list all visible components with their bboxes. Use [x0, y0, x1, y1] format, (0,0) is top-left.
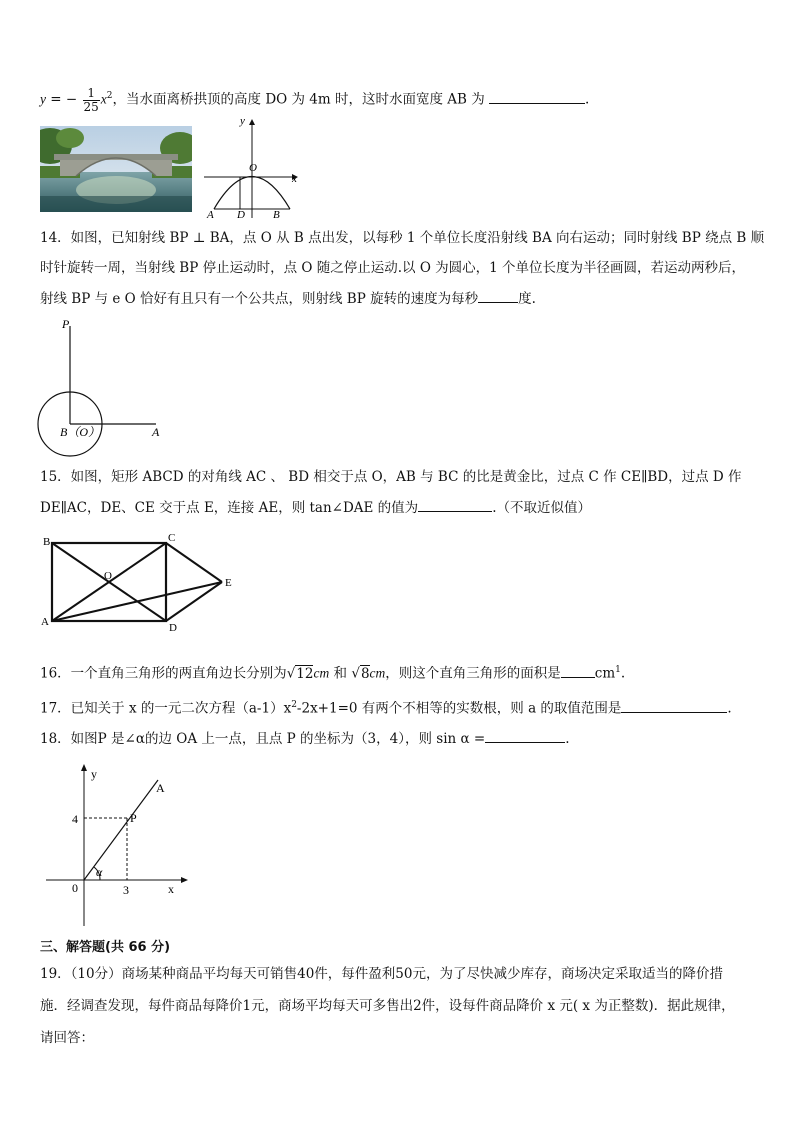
q13-label-a: A — [207, 209, 214, 220]
q17-text-b: -2x+1=0 有两个不相等的实数根，则 a 的取值范围是 — [296, 700, 622, 717]
q13-fraction — [83, 87, 100, 114]
q15-label-a: A — [41, 616, 49, 628]
q13-formula-eq: = − — [50, 91, 78, 108]
q18-end: . — [565, 731, 570, 747]
q15-segment-ce — [166, 543, 222, 582]
q17-text-a: 17．已知关于 x 的一元二次方程（a-1）x — [40, 700, 292, 717]
q13-end: . — [585, 91, 590, 108]
q13-line — [40, 86, 589, 114]
q13-parabola-figure — [202, 114, 306, 220]
q18-label-a: A — [156, 781, 165, 795]
q18-label-y: y — [91, 767, 97, 781]
section-heading: 三、解答题(共 66 分) — [40, 940, 171, 955]
q15-label-d: D — [169, 622, 177, 634]
q18-figure — [42, 760, 194, 930]
q15-label-c: C — [168, 534, 176, 544]
q13-formula-x: x — [100, 91, 107, 107]
q16-line: 16．一个直角三角形的两直角边长分别为√12cm 和 √8cm，则这个直角三角形的面积是 $cm^1$. — [40, 660, 625, 684]
q15-line-2-end: .（不取近似值） — [492, 500, 591, 516]
q19-line-3: 请回答： — [40, 1030, 94, 1046]
q18-line — [40, 728, 570, 749]
q15-label-o: O — [104, 570, 112, 582]
q13-label-o: O — [249, 162, 257, 174]
q13-text: ，当水面离桥拱顶的高度 DO 为 4m 时，这时水面宽度 AB 为 — [112, 91, 485, 108]
q14-line-1: 14．如图，已知射线 BP ⊥ BA，点 O 从 B 点出发，以每秒 1 个单位长度沿射线 BA 向右运动；同时射线 BP 绕点 B 顺 — [40, 230, 765, 246]
q13-fraction-denominator: 25 — [83, 99, 99, 114]
q18-x-axis-arrow — [181, 877, 188, 883]
q13-formula-exp: 2 — [106, 91, 113, 101]
q14-line-3-text: 射线 BP 与 e O 恰好有且只有一个公共点，则射线 BP 旋转的速度为每秒 — [40, 291, 479, 307]
q13-formula-y: y — [40, 91, 46, 107]
q15-segment-ae — [52, 582, 222, 621]
q16-unit-exp: 1 — [615, 665, 621, 675]
bridge-photo-image — [40, 126, 192, 212]
q16-unit-2: cm — [369, 665, 386, 681]
q16-text-b: ，则这个直角三角形的面积是 — [385, 665, 561, 682]
q18-label-p: P — [130, 811, 137, 825]
q15-answer-blank[interactable] — [418, 497, 492, 512]
q13-fraction-numerator: 1 — [83, 87, 100, 101]
q14-line-3-end: 度. — [518, 291, 536, 307]
q18-text-a: 18．如图P 是∠α的边 OA 上一点，且点 P 的坐标为（3，4），则 sin α = — [40, 731, 486, 747]
q19-line-1: 19．（10分）商场某种商品平均每天可销售40件，每件盈利50元，为了尽快减少库存，商场决定采取适当的降价措 — [40, 966, 723, 982]
q17-answer-blank[interactable] — [621, 698, 727, 713]
q18-y-axis-arrow — [81, 764, 87, 771]
q13-answer-blank[interactable] — [489, 89, 585, 104]
q18-label-3: 3 — [123, 883, 129, 897]
bridge-photo — [40, 126, 192, 212]
q17-line — [40, 695, 732, 719]
q13-label-x: x — [292, 173, 297, 185]
q14-answer-blank[interactable] — [478, 288, 518, 303]
q13-label-b: B — [273, 209, 280, 220]
q14-label-bo: B（O） — [60, 425, 100, 439]
q14-line-3 — [40, 288, 536, 309]
q18-label-4: 4 — [72, 812, 78, 826]
q16-unit-area: cm — [594, 665, 616, 682]
q15-label-e: E — [225, 577, 232, 589]
q13-label-y: y — [240, 115, 245, 127]
q18-label-alpha: α — [96, 865, 103, 879]
q16-answer-blank[interactable] — [561, 663, 595, 678]
q15-line-2-text: DE∥AC，DE、CE 交于点 E，连接 AE，则 tan∠DAE 的值为 — [40, 500, 419, 516]
q14-line-2: 时针旋转一周，当射线 BP 停止运动时，点 O 随之停止运动.以 O 为圆心，1 个单位长度为半径画圆，若运动两秒后， — [40, 260, 746, 276]
q15-line-1: 15．如图，矩形 ABCD 的对角线 AC 、 BD 相交于点 O，AB 与 BC 的比是黄金比，过点 C 作 CE∥BD，过点 D 作 — [40, 469, 742, 485]
q13-y-axis-arrow — [249, 119, 255, 125]
q14-label-p: P — [62, 317, 70, 331]
q18-label-x: x — [168, 882, 174, 896]
q16-sqrt-2: 8 — [360, 665, 370, 682]
q15-line-2 — [40, 497, 591, 518]
q16-sqrt-1: 12 — [296, 665, 314, 682]
q16-unit-1: cm — [313, 665, 330, 681]
q14-figure — [36, 316, 166, 460]
q15-label-b: B — [43, 536, 51, 548]
q18-answer-blank[interactable] — [485, 728, 565, 743]
q15-figure — [38, 534, 238, 634]
q16-and: 和 — [329, 665, 352, 682]
q16-end: . — [620, 665, 626, 682]
q16-text-a: 16．一个直角三角形的两直角边长分别为 — [40, 665, 287, 682]
q18-label-0: 0 — [72, 881, 78, 895]
q19-line-2: 施．经调查发现，每件商品每降价1元，商场平均每天可多售出2件，设每件商品降价 x 元( x 为正整数)．据此规律， — [40, 998, 735, 1014]
q14-label-a: A — [152, 425, 160, 439]
q13-label-d: D — [237, 209, 245, 220]
q17-exp: 2 — [291, 700, 297, 710]
q17-end: . — [727, 700, 732, 717]
